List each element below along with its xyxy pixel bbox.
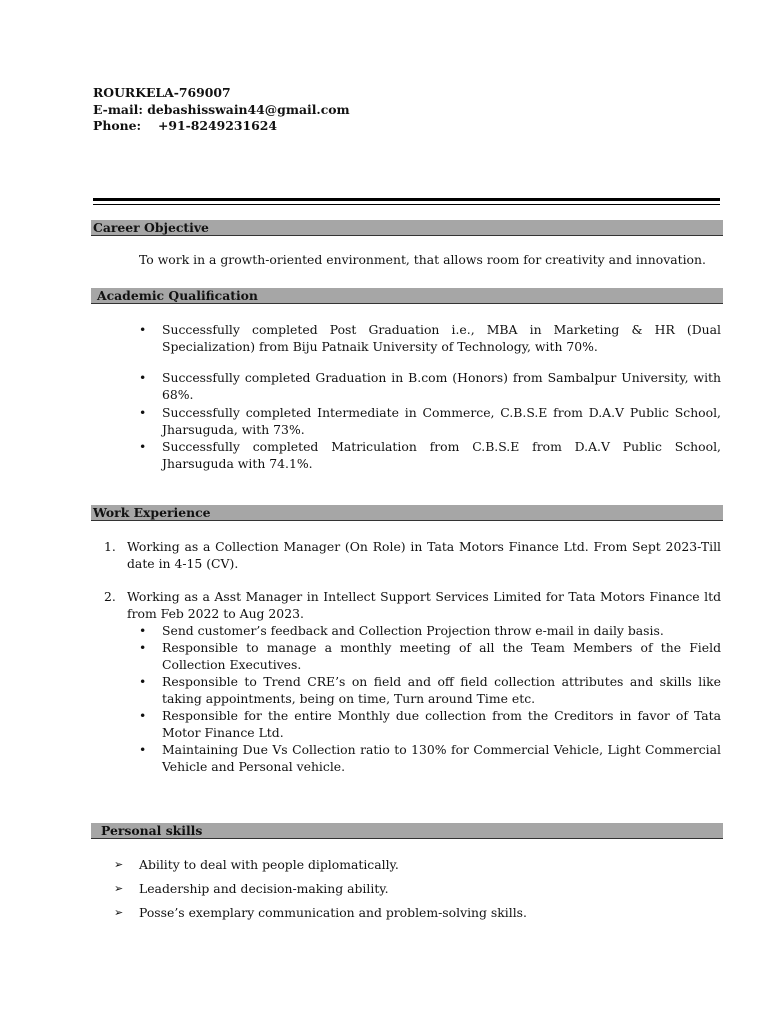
- skill-text: Posse’s exemplary communication and problem-solving skills.: [139, 905, 527, 920]
- academic-item-text: Successfully completed Intermediate in Commerce, C.B.S.E from D.A.V Public School, Jharsuguda, with 73%.: [162, 405, 721, 437]
- skills-list: [114, 856, 714, 928]
- phone-label: Phone:: [93, 118, 142, 133]
- bullet-icon: •: [139, 370, 147, 385]
- phone-value: +91-8249231624: [158, 118, 277, 133]
- duty-text: Responsible to manage a monthly meeting of all the Team Members of the Field Collection Executives.: [162, 640, 721, 672]
- phone: [93, 118, 350, 135]
- job-item: [104, 588, 721, 775]
- duty-item: [127, 707, 721, 741]
- skill-item: [114, 856, 714, 873]
- duty-text: Responsible to Trend CRE’s on field and off field collection attributes and skills like taking appointments, being on time, Turn around Time etc.: [162, 674, 721, 706]
- list-item: [139, 438, 721, 472]
- job-text: Working as a Asst Manager in Intellect Support Services Limited for Tata Motors Finance ltd from Feb 2022 to Aug 2023.: [127, 589, 721, 621]
- job-item: [104, 538, 721, 572]
- list-item: [139, 321, 721, 355]
- academic-list: [139, 321, 721, 472]
- bullet-icon: •: [139, 708, 147, 723]
- duty-item: [127, 622, 721, 639]
- duty-list: [127, 622, 721, 775]
- header-divider-thick: [93, 198, 720, 201]
- duty-item: [127, 741, 721, 775]
- skill-text: Leadership and decision-making ability.: [139, 881, 389, 896]
- work-list: [104, 538, 721, 775]
- duty-text: Maintaining Due Vs Collection ratio to 130% for Commercial Vehicle, Light Commercial Vehicle and Personal vehicle.: [162, 742, 721, 774]
- contact-block: [93, 85, 350, 135]
- duty-text: Send customer’s feedback and Collection Projection throw e-mail in daily basis.: [162, 623, 664, 638]
- academic-item-text: Successfully completed Post Graduation i.e., MBA in Marketing & HR (Dual Specialization) from Biju Patnaik University of Technology, with 70%.: [162, 322, 721, 354]
- arrow-bullet-icon: ➢: [114, 858, 124, 871]
- section-header-skills: Personal skills: [91, 823, 723, 839]
- job-number: 2.: [104, 589, 116, 604]
- academic-item-text: Successfully completed Matriculation from C.B.S.E from D.A.V Public School, Jharsuguda with 74.1%.: [162, 439, 721, 471]
- header-divider-thin: [93, 204, 720, 205]
- email: E-mail: debashisswain44@gmail.com: [93, 101, 350, 117]
- job-number: 1.: [104, 539, 116, 554]
- arrow-bullet-icon: ➢: [114, 882, 124, 895]
- bullet-icon: •: [139, 742, 147, 757]
- skill-item: [114, 904, 714, 921]
- bullet-icon: •: [139, 439, 147, 454]
- bullet-icon: •: [139, 322, 147, 337]
- section-header-academic: Academic Qualification: [91, 288, 723, 304]
- skill-item: [114, 880, 714, 897]
- duty-item: [127, 673, 721, 707]
- job-text: Working as a Collection Manager (On Role) in Tata Motors Finance Ltd. From Sept 2023-Till date in 4-15 (CV).: [127, 539, 721, 571]
- section-header-work: Work Experience: [91, 505, 723, 521]
- academic-item-text: Successfully completed Graduation in B.com (Honors) from Sambalpur University, with 68%.: [162, 370, 721, 402]
- career-objective-text: To work in a growth-oriented environment, that allows room for creativity and innovation.: [139, 252, 706, 267]
- bullet-icon: •: [139, 405, 147, 420]
- section-header-career-objective: Career Objective: [91, 220, 723, 236]
- duty-text: Responsible for the entire Monthly due collection from the Creditors in favor of Tata Motor Finance Ltd.: [162, 708, 721, 740]
- list-item: [139, 404, 721, 438]
- skill-text: Ability to deal with people diplomatically.: [139, 857, 399, 872]
- duty-item: [127, 639, 721, 673]
- bullet-icon: •: [139, 623, 147, 638]
- arrow-bullet-icon: ➢: [114, 906, 124, 919]
- list-item: [139, 369, 721, 403]
- bullet-icon: •: [139, 640, 147, 655]
- bullet-icon: •: [139, 674, 147, 689]
- address: ROURKELA-769007: [93, 85, 231, 100]
